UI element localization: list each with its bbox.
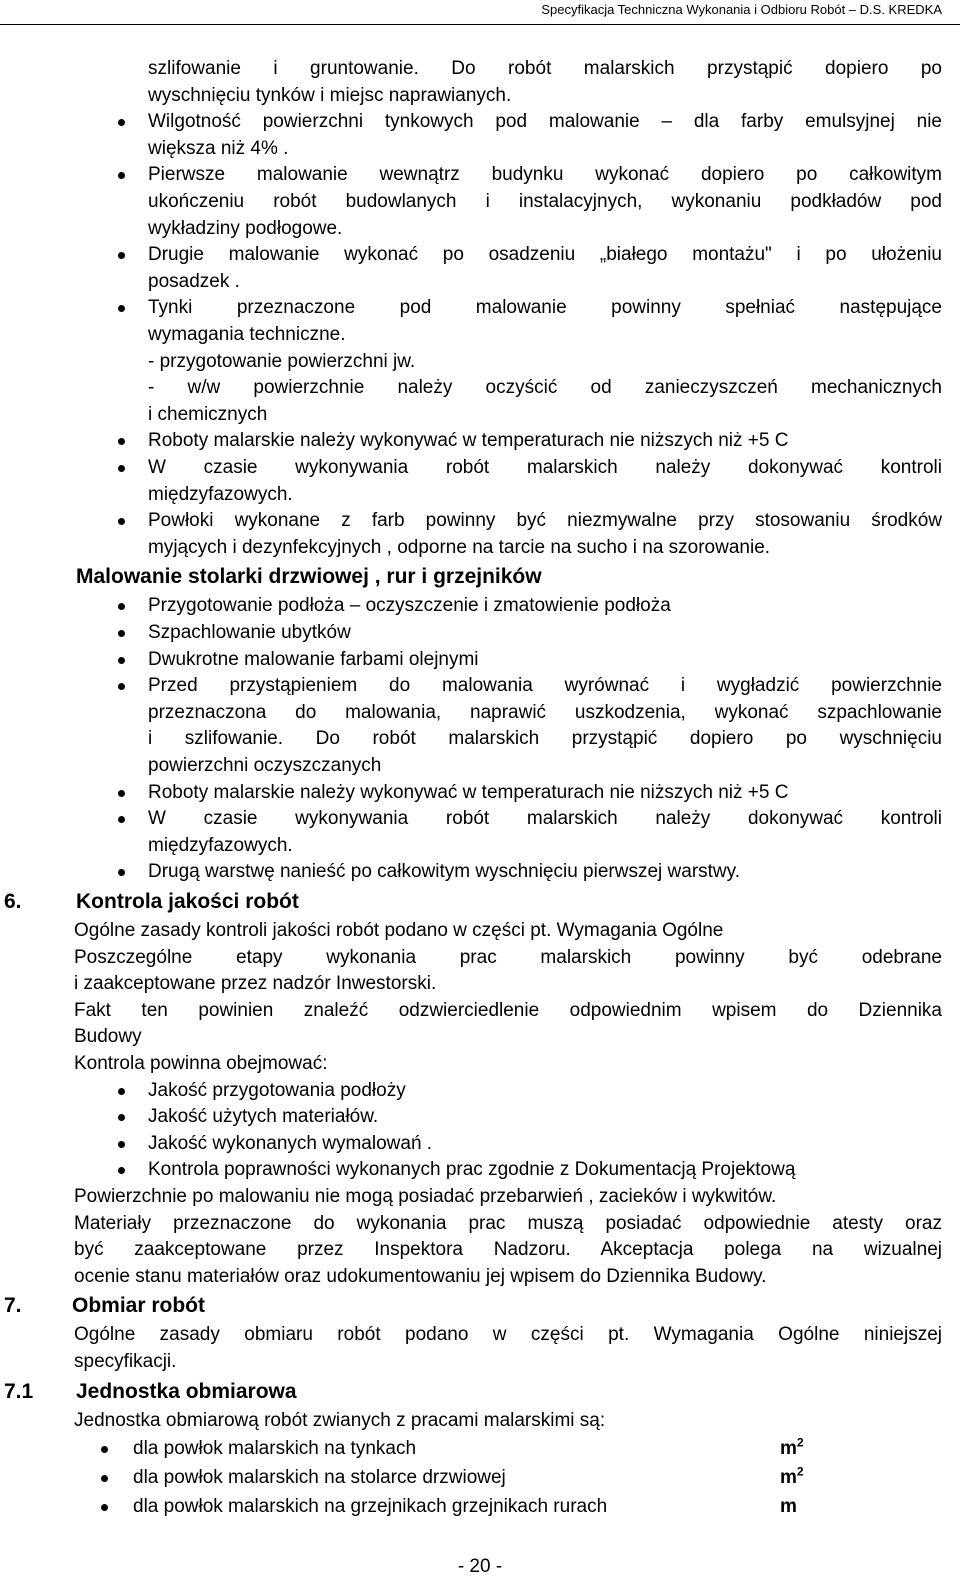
section-title: Kontrola jakości robót	[76, 890, 299, 913]
list-paragraph: większa niż 4% .	[148, 137, 289, 159]
paragraph: Budowy	[74, 1026, 142, 1048]
bullet-icon	[101, 1504, 108, 1511]
list-paragraph: międzyfazowych.	[148, 483, 293, 505]
unit-symbol: m	[780, 1467, 797, 1489]
stolarka-list-item: Przed przystąpieniem do malowania wyrównać i wygładzić powierzchnie	[148, 675, 942, 697]
list-paragraph: ukończeniu robót budowlanych i instalacyjnych, wykonaniu podkładów pod	[148, 191, 942, 212]
stolarka-list-item: Szpachlowanie ubytków	[148, 622, 351, 643]
list-paragraph: i chemicznych	[148, 403, 268, 425]
stolarka-list-item: W czasie wykonywania robót malarskich należy dokonywać kontroli	[148, 808, 942, 830]
list-paragraph: posadzek .	[148, 270, 240, 292]
list-paragraph: Wilgotność powierzchni tynkowych pod malowanie – dla farby emulsyjnej nie	[148, 111, 942, 133]
bullet-icon	[118, 1167, 125, 1174]
stolarka-list-item: Dwukrotne malowanie farbami olejnymi	[148, 648, 479, 670]
list-paragraph: - w/w powierzchnie należy oczyścić od zanieczyszczeń mechanicznych	[148, 377, 942, 399]
unit-list-item: dla powłok malarskich na grzejnikach grzejnikach rurach	[133, 1496, 608, 1518]
unit-label	[780, 1495, 797, 1519]
unit-list-item: dla powłok malarskich na stolarce drzwiowej	[133, 1467, 506, 1489]
list-paragraph: wyschnięciu tynków i miejsc naprawianych.	[148, 84, 512, 106]
quality-list-item: Kontrola poprawności wykonanych prac zgodnie z Dokumentacją Projektową	[148, 1159, 796, 1181]
stolarka-list-item: Drugą warstwę nanieść po całkowitym wyschnięciu pierwszej warstwy.	[148, 861, 741, 883]
list-paragraph: Drugie malowanie wykonać po osadzeniu „białego montażu" i po ułożeniu	[148, 244, 942, 266]
bullet-icon	[118, 465, 125, 472]
bullet-icon	[118, 172, 125, 179]
list-paragraph: W czasie wykonywania robót malarskich należy dokonywać kontroli	[148, 457, 942, 478]
bullet-icon	[118, 683, 125, 690]
bullet-icon	[118, 438, 125, 445]
unit-list-item: dla powłok malarskich na tynkach	[133, 1438, 417, 1460]
section-number: 6.	[4, 890, 22, 913]
paragraph: ocenie stanu materiałów oraz udokumentowaniu jej wpisem do Dziennika Budowy.	[74, 1265, 767, 1287]
list-paragraph: wymagania techniczne.	[148, 324, 346, 345]
bullet-icon	[118, 1141, 125, 1148]
stolarka-list-item: międzyfazowych.	[148, 834, 293, 856]
bullet-icon	[118, 1114, 125, 1121]
list-paragraph: - przygotowanie powierzchni jw.	[148, 350, 416, 372]
quality-list-item: Jakość wykonanych wymalowań .	[148, 1132, 433, 1154]
bullet-icon	[118, 1088, 125, 1095]
stolarka-list-item: przeznaczona do malowania, naprawić uszkodzenia, wykonać szpachlowanie	[148, 701, 942, 723]
bullet-icon	[101, 1475, 108, 1482]
bullet-icon	[118, 657, 125, 664]
paragraph: Fakt ten powinien znaleźć odzwierciedlenie odpowiednim wpisem do Dziennika	[74, 999, 942, 1021]
bullet-icon	[118, 305, 125, 312]
section-title-stolarka: Malowanie stolarki drzwiowej , rur i grzejników	[76, 565, 542, 589]
quality-list-item: Jakość użytych materiałów.	[148, 1106, 379, 1128]
paragraph: Kontrola powinna obejmować:	[74, 1053, 328, 1074]
list-paragraph: szlifowanie i gruntowanie. Do robót malarskich przystąpić dopiero po	[148, 58, 942, 79]
unit-symbol: m	[780, 1496, 797, 1518]
bullet-icon	[118, 630, 125, 637]
list-paragraph: Powłoki wykonane z farb powinny być niezmywalne przy stosowaniu środków	[148, 510, 942, 532]
bullet-icon	[118, 816, 125, 823]
list-paragraph: Pierwsze malowanie wewnątrz budynku wykonać dopiero po całkowitym	[148, 164, 942, 186]
paragraph: być zaakceptowane przez Inspektora Nadzoru. Akceptacja polega na wizualnej	[74, 1239, 942, 1261]
bullet-icon	[118, 603, 125, 610]
paragraph: i zaakceptowane przez nadzór Inwestorski.	[74, 973, 437, 995]
unit-exponent: 2	[796, 1435, 804, 1450]
section-number: 7.1	[4, 1379, 34, 1403]
stolarka-list-item: i szlifowanie. Do robót malarskich przystąpić dopiero po wyschnięciu	[148, 728, 942, 750]
bullet-icon	[118, 790, 125, 797]
unit-label	[780, 1437, 804, 1461]
paragraph: Ogólne zasady obmiaru robót podano w części pt. Wymagania Ogólne niniejszej	[74, 1324, 942, 1346]
paragraph: Ogólne zasady kontroli jakości robót podano w części pt. Wymagania Ogólne	[74, 920, 724, 941]
paragraph: Powierzchnie po malowaniu nie mogą posiadać przebarwień , zacieków i wykwitów.	[74, 1186, 777, 1207]
unit-symbol: m	[780, 1438, 797, 1460]
unit-label	[780, 1466, 804, 1490]
paragraph: Materiały przeznaczone do wykonania prac muszą posiadać odpowiednie atesty oraz	[74, 1212, 942, 1234]
running-header: Specyfikacja Techniczna Wykonania i Odbioru Robót – D.S. KREDKA	[541, 2, 942, 17]
section-number: 7.	[4, 1294, 22, 1318]
paragraph: Jednostka obmiarową robót zwianych z pracami malarskimi są:	[74, 1409, 606, 1431]
stolarka-list-item: powierzchni oczyszczanych	[148, 755, 382, 776]
stolarka-list-item: Przygotowanie podłoża – oczyszczenie i zmatowienie podłoża	[148, 595, 671, 617]
unit-exponent: 2	[796, 1464, 804, 1479]
section-title: Jednostka obmiarowa	[76, 1379, 297, 1403]
list-paragraph: Tynki przeznaczone pod malowanie powinny spełniać następujące	[148, 297, 942, 319]
stolarka-list-item: Roboty malarskie należy wykonywać w temperaturach nie niższych niż +5 C	[148, 781, 789, 803]
list-paragraph: Roboty malarskie należy wykonywać w temperaturach nie niższych niż +5 C	[148, 430, 789, 452]
quality-list-item: Jakość przygotowania podłoży	[148, 1079, 406, 1101]
list-paragraph: wykładziny podłogowe.	[148, 217, 343, 239]
bullet-icon	[118, 119, 125, 126]
page-number: - 20 -	[457, 1556, 503, 1577]
header-rule	[0, 24, 960, 25]
bullet-icon	[101, 1446, 108, 1453]
bullet-icon	[118, 518, 125, 525]
bullet-icon	[118, 869, 125, 876]
bullet-icon	[118, 252, 125, 259]
paragraph: specyfikacji.	[74, 1351, 177, 1372]
section-title: Obmiar robót	[72, 1294, 206, 1318]
list-paragraph: myjących i dezynfekcyjnych , odporne na tarcie na sucho i na szorowanie.	[148, 536, 771, 558]
paragraph: Poszczególne etapy wykonania prac malarskich powinny być odebrane	[74, 946, 942, 968]
